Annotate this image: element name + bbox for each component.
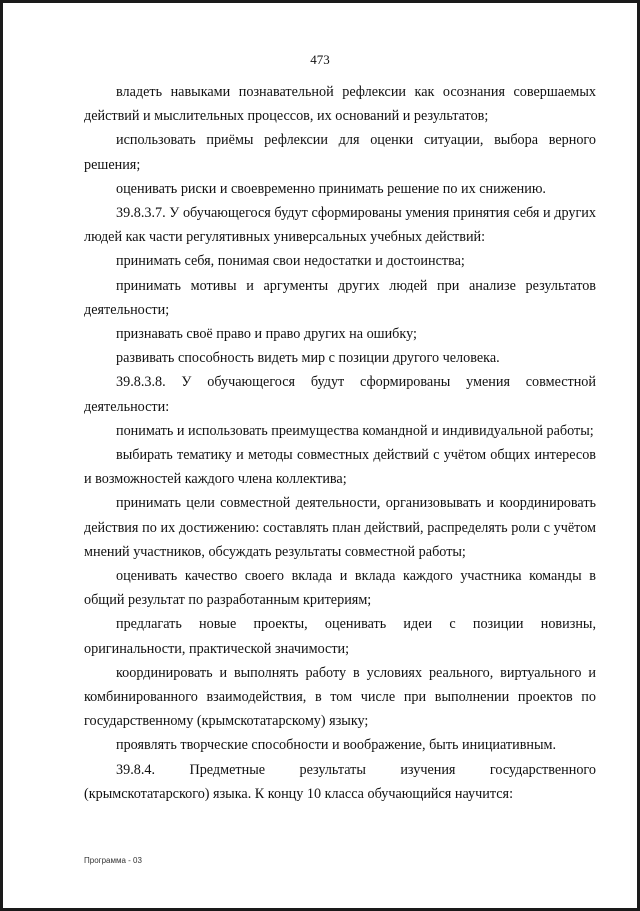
body-text	[84, 80, 596, 806]
paragraph: владеть навыками познавательной рефлексии как осознания совершаемых действий и мыслительных процессов, их оснований и результатов;	[84, 84, 596, 125]
paragraph: 39.8.3.8. У обучающегося будут сформированы умения совместной деятельности:	[84, 374, 596, 415]
footer-label: Программа - 03	[84, 856, 142, 865]
paragraph: принимать мотивы и аргументы других людей при анализе результатов деятельности;	[84, 277, 596, 318]
scan-edge-top	[0, 0, 640, 3]
paragraph: принимать себя, понимая свои недостатки и достоинства;	[116, 253, 465, 270]
paragraph: признавать своё право и право других на ошибку;	[116, 326, 417, 343]
scan-edge-left	[0, 0, 3, 911]
paragraph: выбирать тематику и методы совместных действий с учётом общих интересов и возможностей каждого члена коллектива;	[84, 447, 596, 488]
paragraph: проявлять творческие способности и воображение, быть инициативным.	[116, 737, 557, 754]
paragraph: оценивать качество своего вклада и вклада каждого участника команды в общий результат по разработанным критериям;	[84, 568, 596, 609]
paragraph: понимать и использовать преимущества командной и индивидуальной работы;	[116, 422, 594, 439]
paragraph: 39.8.4. Предметные результаты изучения государственного (крымскотатарского) языка. К концу 10 класса обучающийся научится:	[84, 761, 596, 802]
paragraph: координировать и выполнять работу в условиях реального, виртуального и комбинированного взаимодействия, в том числе при выполнении проектов по государственному (крымскотатарскому) языку;	[84, 664, 596, 730]
paragraph: 39.8.3.7. У обучающегося будут сформированы умения принятия себя и других людей как части регулятивных универсальных учебных действий:	[84, 205, 596, 246]
paragraph: предлагать новые проекты, оценивать идеи с позиции новизны, оригинальности, практической значимости;	[84, 616, 596, 657]
page-number: 473	[310, 52, 330, 67]
paragraph: использовать приёмы рефлексии для оценки ситуации, выбора верного решения;	[84, 132, 596, 173]
paragraph: развивать способность видеть мир с позиции другого человека.	[116, 350, 500, 367]
paragraph: оценивать риски и своевременно принимать решение по их снижению.	[116, 180, 546, 197]
paragraph: принимать цели совместной деятельности, организовывать и координировать действия по их достижению: составлять план действий, распределять роли с учётом мнений участников, обсуждать результаты совместной работы;	[84, 495, 596, 560]
